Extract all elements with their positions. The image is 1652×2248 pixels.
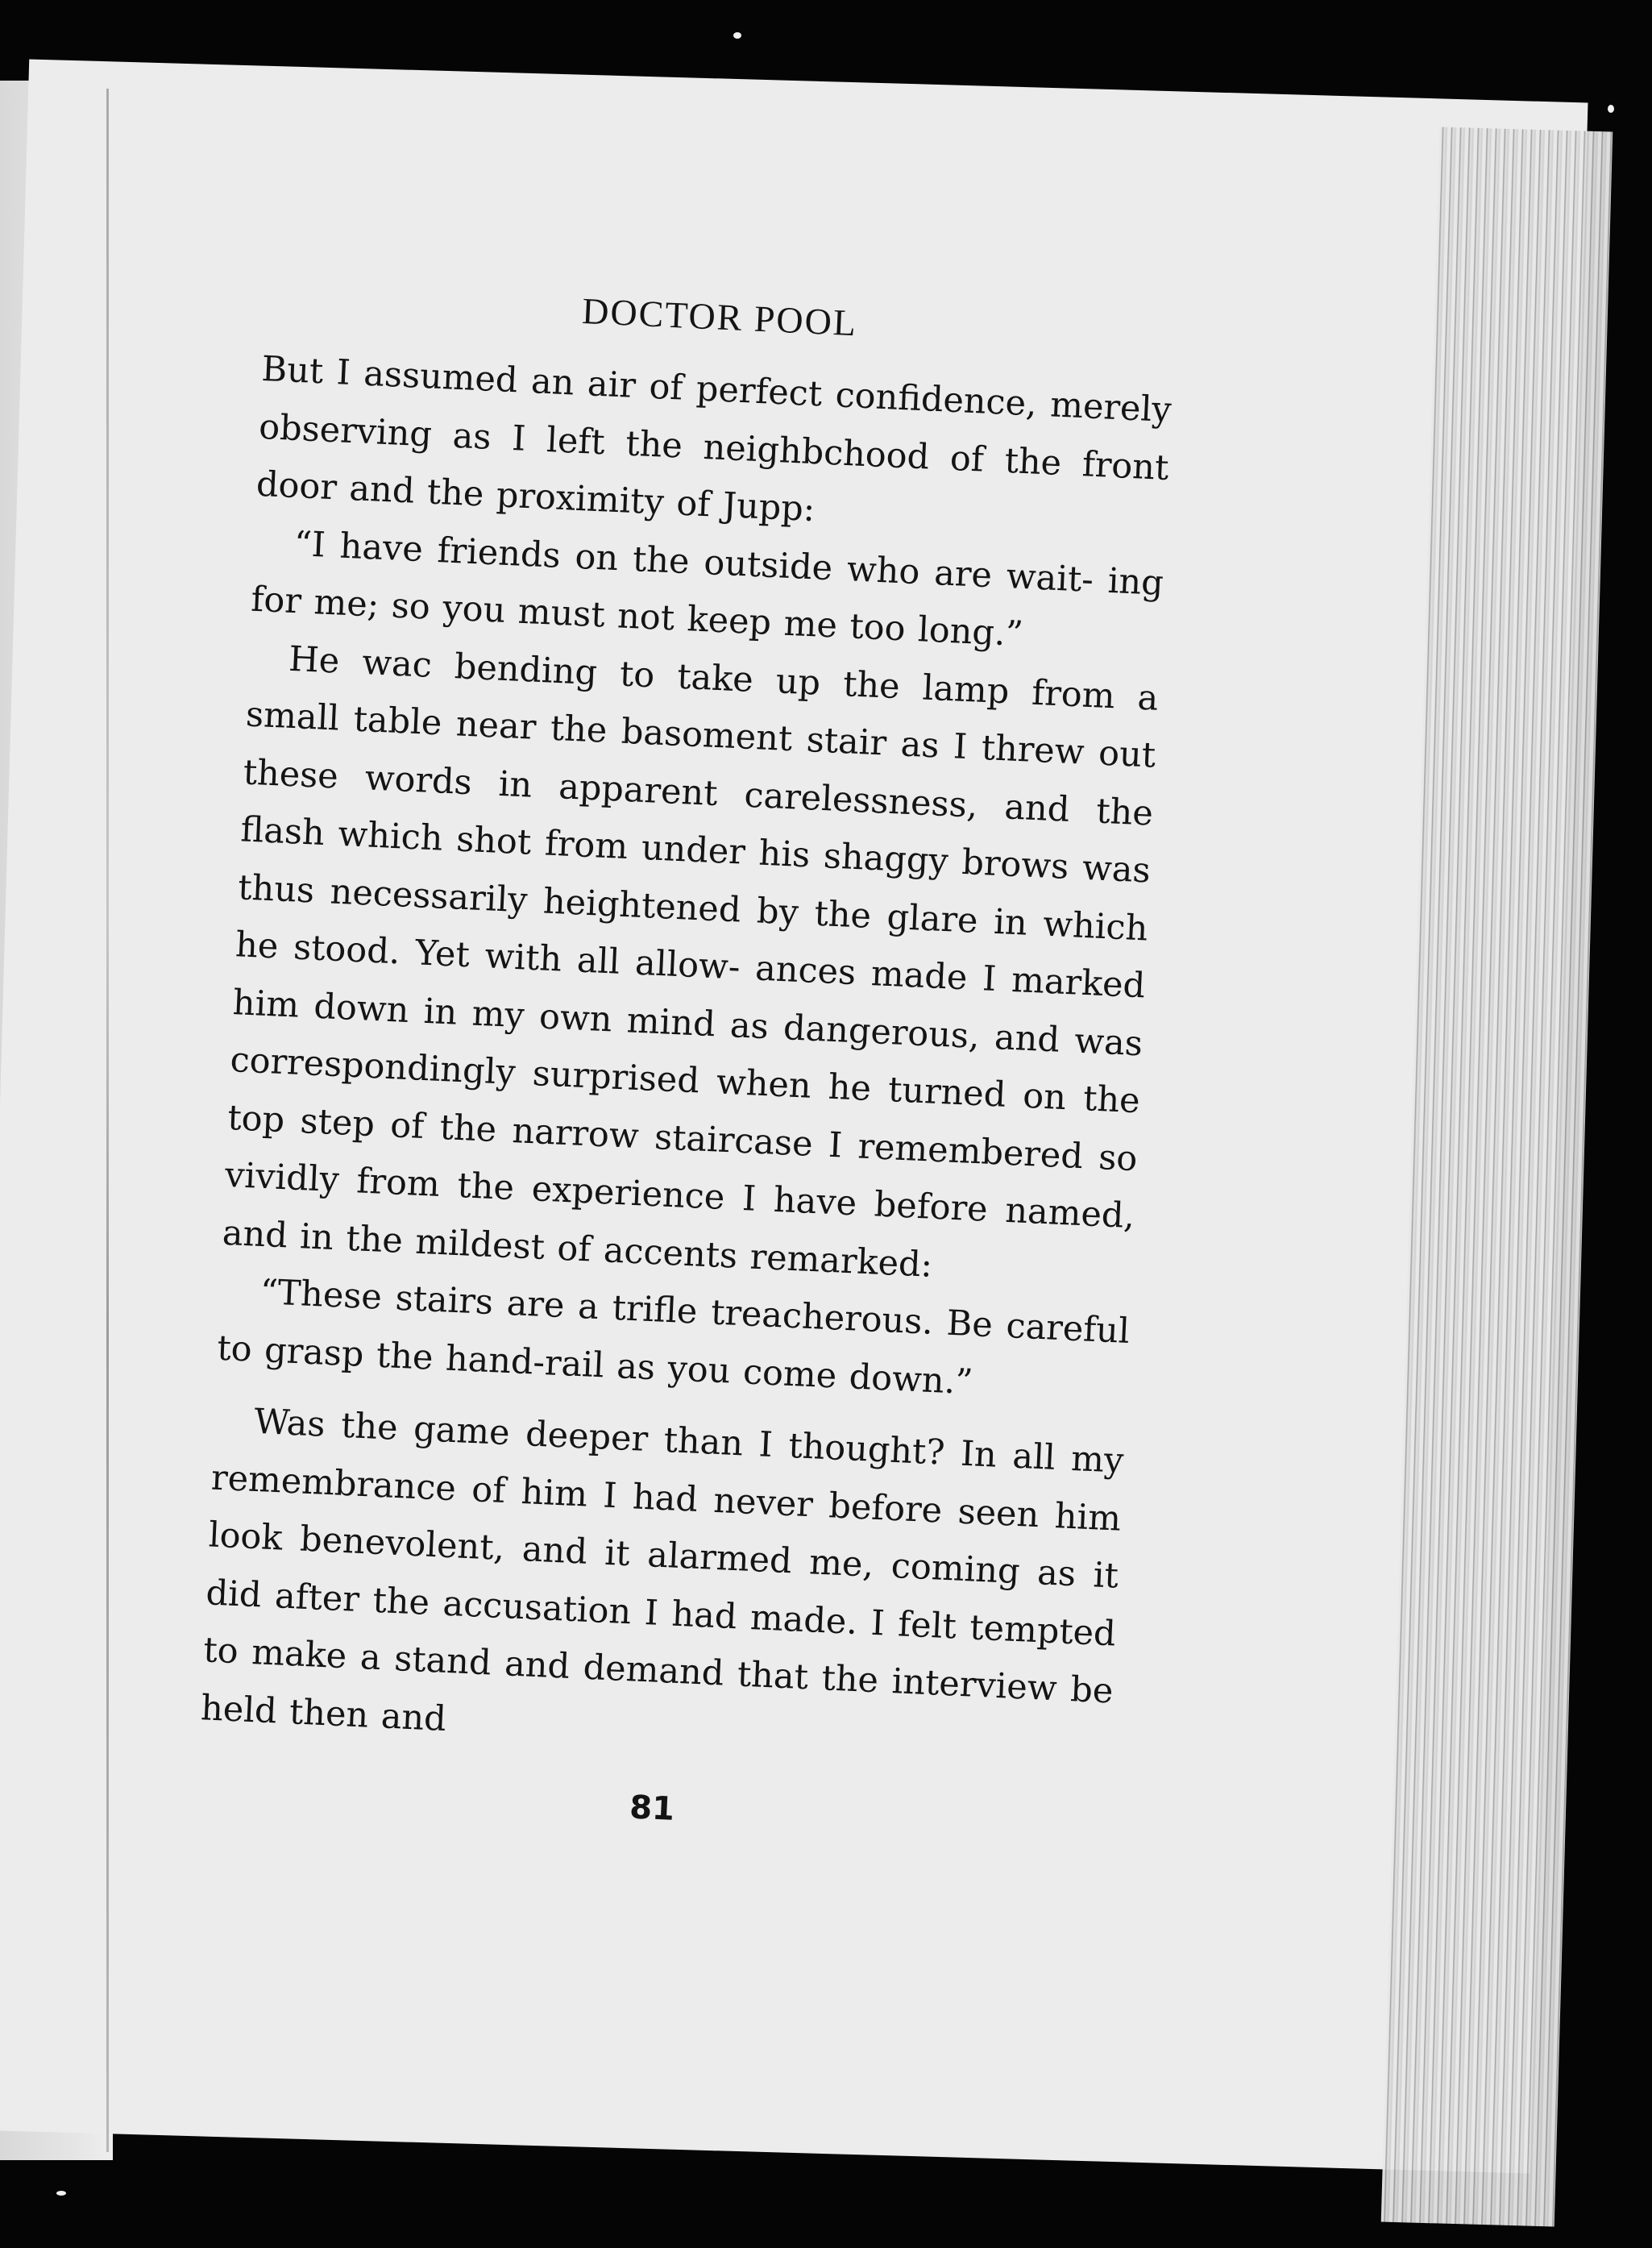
paragraph: He wac bending to take up the lamp from a small table near the basoment stair as I threw out these words in apparent carelessness, and the flash which shot from under his shaggy brows was thus necessarily heightened by the glare in which he stood. Yet with all allow- ances made I marked him down in my own mind as dangerous, and was correspondingly surprised when he turned on the top step of the narrow staircase I remembered so vividly from the experience I have before named, and in the mildest of accents remarked:	[221, 638, 1160, 1286]
running-head: DOCTOR POOL	[581, 289, 859, 344]
gutter-line	[106, 89, 109, 2152]
page-text-block	[197, 274, 1176, 1847]
page-number: 81	[629, 1789, 675, 1829]
dust-speck	[733, 32, 741, 39]
paragraph: Was the game deeper than I thought? In all my remembrance of him I had never before seen him look benevolent, and it alarmed me, coming as it did after the accusation I had made. I felt tempted to make a stand and demand that the interview be held then and	[200, 1402, 1125, 1739]
paragraph: But I assumed an air of perfect confidence, merely observing as I left the neighbchood of the front door and the proximity of Jupp:	[255, 349, 1173, 530]
paragraph: “I have friends on the outside who are wait- ing for me; so you must not keep me too long.”	[250, 523, 1164, 655]
dust-speck	[56, 2191, 66, 2196]
dust-speck	[1608, 105, 1614, 113]
paragraph: “These stairs are a trifle treacherous. Be careful to grasp the hand-rail as you come down.”	[216, 1272, 1131, 1402]
